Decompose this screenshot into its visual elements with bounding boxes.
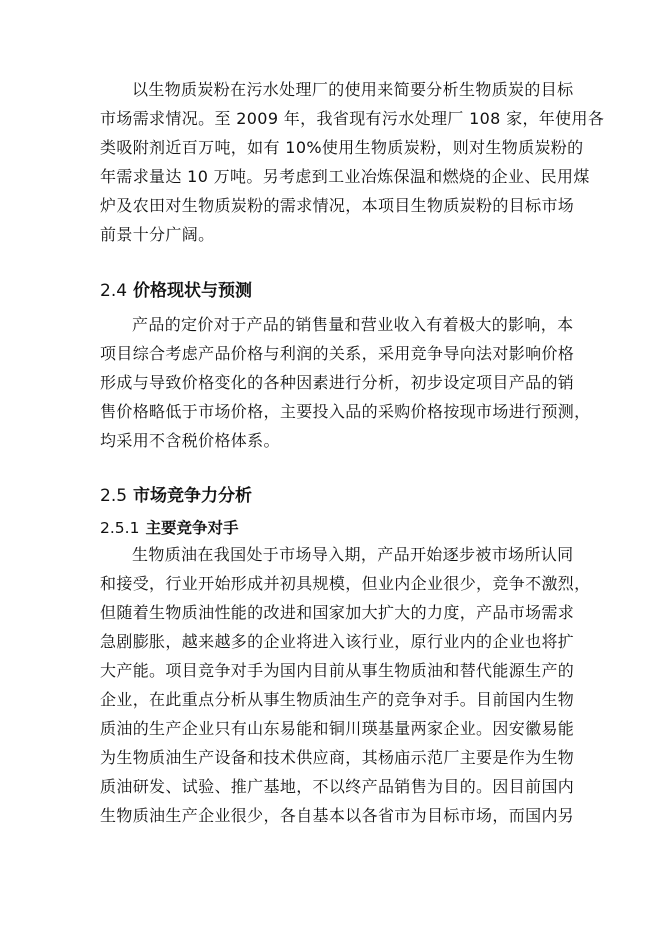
section-title: 市场竞争力分析 [133,486,253,506]
section-number: 2.5.1 [100,519,140,537]
paragraph-line: 为生物质油生产设备和技术供应商，其杨庙示范厂主要是作为生物 [100,748,575,767]
paragraph-line: 质油的生产企业只有山东易能和铜川瑛基量两家企业。因安徽易能 [100,719,575,738]
paragraph-line: 类吸附剂近百万吨，如有 10%使用生物质炭粉，则对生物质炭粉的 [100,138,584,157]
paragraph-line: 市场需求情况。至 2009 年，我省现有污水处理厂 108 家，年使用各 [100,109,605,128]
paragraph-line: 年需求量达 10 万吨。另考虑到工业冶炼保温和燃烧的企业、民用煤 [100,167,590,186]
paragraph-line: 项目综合考虑产品价格与利润的关系，采用竞争导向法对影响价格 [100,344,575,363]
section-heading-2-5 [100,481,252,506]
paragraph-line: 但随着生物质油性能的改进和国家加大扩大的力度，产品市场需求 [100,603,575,622]
paragraph-line: 形成与导致价格变化的各种因素进行分析，初步设定项目产品的销 [100,373,575,392]
section-heading-2-5-1 [100,516,238,538]
paragraph-pricing [100,310,591,455]
paragraph-line: 产品的定价对于产品的销售量和营业收入有着极大的影响，本 [132,315,574,334]
section-number: 2.4 [100,281,128,301]
paragraph-line: 质油研发、试验、推广基地，不以终产品销售为目的。因目前国内 [100,777,575,796]
paragraph-line: 企业，在此重点分析从事生物质油生产的竞争对手。目前国内生物 [100,690,575,709]
paragraph-line: 售价格略低于市场价格，主要投入品的采购价格按现市场进行预测， [100,402,591,421]
paragraph-line: 前景十分广阔。 [100,225,215,244]
section-heading-2-4 [100,276,252,301]
paragraph-line: 生物质油生产企业很少，各自基本以各省市为目标市场，而国内另 [100,806,575,825]
paragraph-line: 炉及农田对生物质炭粉的需求情况，本项目生物质炭粉的目标市场 [100,196,575,215]
paragraph-line: 急剧膨胀，越来越多的企业将进入该行业，原行业内的企业也将扩 [100,632,575,651]
paragraph-line: 生物质油在我国处于市场导入期，产品开始逐步被市场所认同 [132,545,574,564]
section-title: 价格现状与预测 [133,281,253,301]
section-number: 2.5 [100,486,128,506]
paragraph-line: 均采用不含税价格体系。 [100,431,280,450]
paragraph-target-market [100,75,605,249]
paragraph-line: 大产能。项目竞争对手为国内目前从事生物质油和替代能源生产的 [100,661,575,680]
section-title: 主要竞争对手 [145,519,239,537]
paragraph-competitors [100,540,591,830]
paragraph-line: 以生物质炭粉在污水处理厂的使用来简要分析生物质炭的目标 [132,80,574,99]
paragraph-line: 和接受，行业开始形成并初具规模，但业内企业很少，竞争不激烈， [100,574,591,593]
